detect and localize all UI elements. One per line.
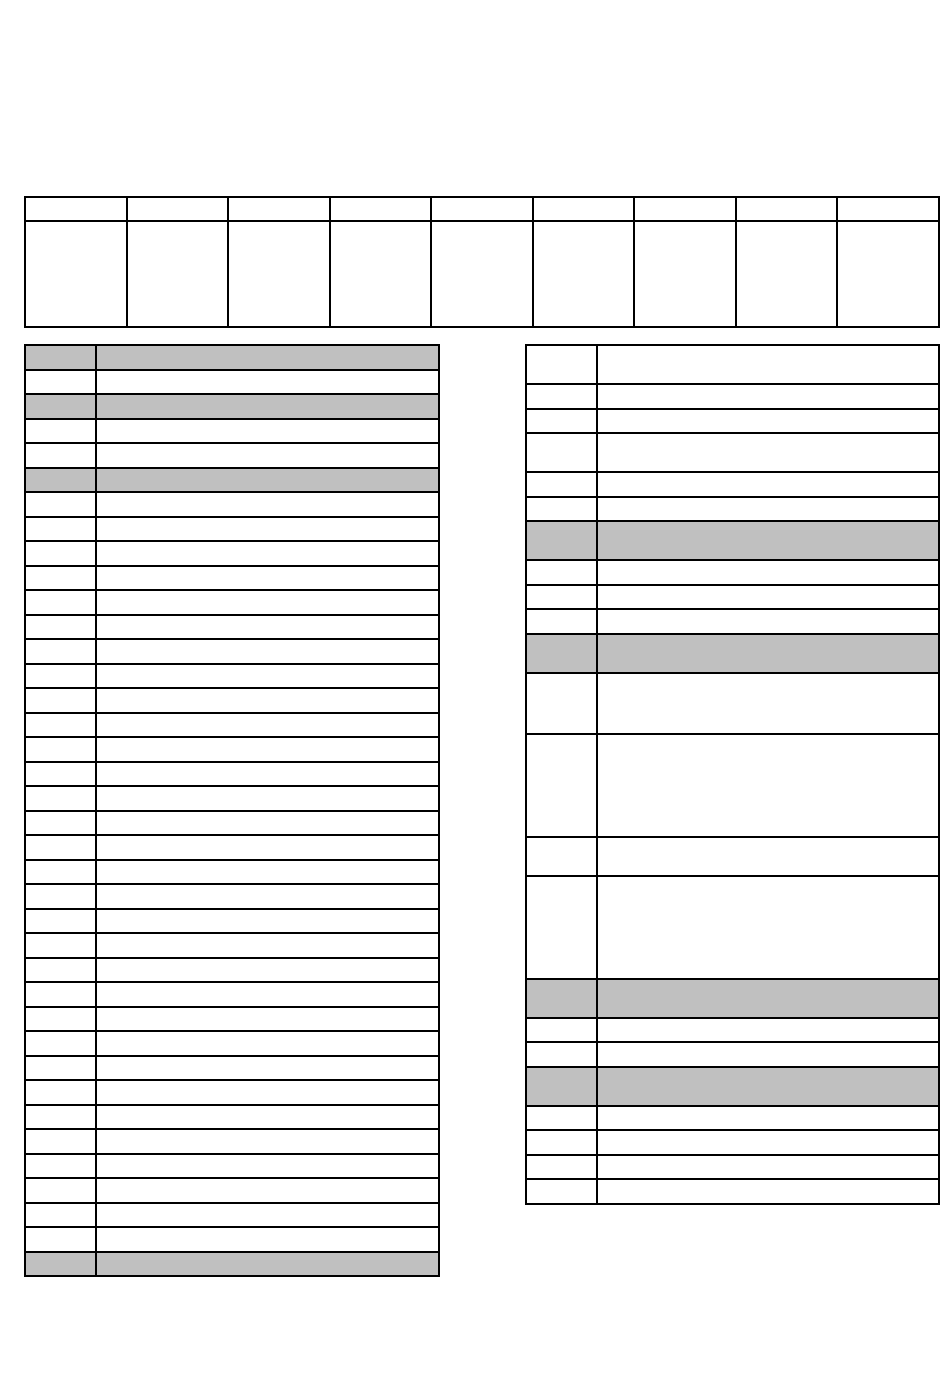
row-text-cell xyxy=(597,521,939,560)
row-code-cell xyxy=(25,786,96,811)
row-code-cell xyxy=(526,609,597,634)
table-row xyxy=(25,1203,439,1228)
row-text-cell xyxy=(96,492,439,517)
table-row xyxy=(25,345,439,370)
row-text-cell xyxy=(96,1252,439,1277)
row-text-cell xyxy=(597,345,939,384)
table-row xyxy=(526,1106,939,1131)
row-code-cell xyxy=(526,585,597,610)
left-code-list xyxy=(24,344,440,1277)
row-code-cell xyxy=(25,419,96,444)
row-text-cell xyxy=(96,713,439,738)
row-code-cell xyxy=(526,433,597,472)
row-code-cell xyxy=(526,409,597,434)
row-text-cell xyxy=(96,639,439,664)
table-row xyxy=(25,1129,439,1154)
row-code-cell xyxy=(526,673,597,734)
row-text-cell xyxy=(96,786,439,811)
row-code-cell xyxy=(526,876,597,979)
row-code-cell xyxy=(25,345,96,370)
header-grid-value-cell xyxy=(431,221,533,327)
row-text-cell xyxy=(96,664,439,689)
table-row xyxy=(25,933,439,958)
row-text-cell xyxy=(96,1203,439,1228)
row-code-cell xyxy=(526,1042,597,1067)
header-grid-value-cell xyxy=(736,221,838,327)
row-code-cell xyxy=(25,1129,96,1154)
table-row xyxy=(25,786,439,811)
row-text-cell xyxy=(597,472,939,497)
table-row xyxy=(526,837,939,876)
header-grid-label-cell xyxy=(25,197,127,221)
table-row xyxy=(25,762,439,787)
row-code-cell xyxy=(25,1080,96,1105)
row-code-cell xyxy=(25,1031,96,1056)
right-code-list xyxy=(525,344,940,1205)
row-text-cell xyxy=(597,409,939,434)
table-row xyxy=(25,468,439,493)
row-code-cell xyxy=(25,370,96,395)
row-code-cell xyxy=(25,713,96,738)
table-row xyxy=(526,345,939,384)
header-grid-label-cell xyxy=(431,197,533,221)
row-text-cell xyxy=(96,345,439,370)
row-text-cell xyxy=(597,1179,939,1204)
table-row xyxy=(526,433,939,472)
row-text-cell xyxy=(597,876,939,979)
row-text-cell xyxy=(597,560,939,585)
row-code-cell xyxy=(526,1130,597,1155)
row-code-cell xyxy=(25,762,96,787)
row-code-cell xyxy=(25,566,96,591)
row-code-cell xyxy=(526,345,597,384)
row-text-cell xyxy=(96,1007,439,1032)
row-text-cell xyxy=(597,384,939,409)
row-code-cell xyxy=(526,734,597,837)
table-row xyxy=(526,472,939,497)
row-code-cell xyxy=(25,590,96,615)
table-row xyxy=(25,1031,439,1056)
row-text-cell xyxy=(96,811,439,836)
table-row xyxy=(526,634,939,673)
row-text-cell xyxy=(96,860,439,885)
header-grid-label-row xyxy=(25,197,939,221)
row-text-cell xyxy=(96,615,439,640)
row-text-cell xyxy=(96,419,439,444)
row-code-cell xyxy=(25,639,96,664)
table-row xyxy=(25,1154,439,1179)
row-code-cell xyxy=(25,1105,96,1130)
table-row xyxy=(25,1227,439,1252)
row-text-cell xyxy=(597,1155,939,1180)
table-row xyxy=(25,713,439,738)
header-grid-value-cell xyxy=(25,221,127,327)
table-row xyxy=(526,384,939,409)
row-code-cell xyxy=(25,615,96,640)
row-code-cell xyxy=(25,517,96,542)
row-code-cell xyxy=(25,1252,96,1277)
row-code-cell xyxy=(526,472,597,497)
table-row xyxy=(25,1178,439,1203)
table-row xyxy=(25,811,439,836)
table-row xyxy=(25,909,439,934)
row-code-cell xyxy=(526,837,597,876)
row-code-cell xyxy=(526,634,597,673)
table-row xyxy=(25,860,439,885)
table-row xyxy=(526,609,939,634)
row-text-cell xyxy=(96,933,439,958)
table-row xyxy=(526,585,939,610)
row-text-cell xyxy=(96,909,439,934)
row-code-cell xyxy=(25,1154,96,1179)
row-text-cell xyxy=(597,497,939,522)
row-text-cell xyxy=(96,566,439,591)
table-row xyxy=(25,419,439,444)
row-text-cell xyxy=(96,1056,439,1081)
table-row xyxy=(25,664,439,689)
header-grid-value-cell xyxy=(837,221,939,327)
row-code-cell xyxy=(526,521,597,560)
row-code-cell xyxy=(25,541,96,566)
row-code-cell xyxy=(526,384,597,409)
row-code-cell xyxy=(526,1179,597,1204)
row-text-cell xyxy=(597,609,939,634)
table-row xyxy=(25,492,439,517)
table-row xyxy=(526,409,939,434)
row-text-cell xyxy=(96,884,439,909)
table-row xyxy=(25,1105,439,1130)
table-row xyxy=(25,982,439,1007)
row-code-cell xyxy=(526,979,597,1018)
row-text-cell xyxy=(597,979,939,1018)
row-code-cell xyxy=(25,811,96,836)
table-row xyxy=(25,835,439,860)
table-row xyxy=(25,566,439,591)
row-text-cell xyxy=(96,370,439,395)
row-code-cell xyxy=(526,560,597,585)
row-text-cell xyxy=(96,982,439,1007)
table-row xyxy=(25,394,439,419)
header-grid-label-cell xyxy=(736,197,838,221)
row-text-cell xyxy=(96,443,439,468)
table-row xyxy=(526,979,939,1018)
row-code-cell xyxy=(25,860,96,885)
row-text-cell xyxy=(597,837,939,876)
table-row xyxy=(526,1155,939,1180)
row-text-cell xyxy=(96,958,439,983)
table-row xyxy=(25,958,439,983)
table-row xyxy=(526,673,939,734)
table-row xyxy=(25,688,439,713)
row-code-cell xyxy=(25,835,96,860)
row-text-cell xyxy=(597,634,939,673)
table-row xyxy=(25,884,439,909)
table-row xyxy=(526,1130,939,1155)
header-grid-value-cell xyxy=(127,221,229,327)
row-text-cell xyxy=(597,1018,939,1043)
table-row xyxy=(526,734,939,837)
row-code-cell xyxy=(25,1007,96,1032)
row-code-cell xyxy=(25,958,96,983)
table-row xyxy=(25,737,439,762)
header-grid-value-row xyxy=(25,221,939,327)
row-code-cell xyxy=(25,468,96,493)
row-code-cell xyxy=(25,1178,96,1203)
row-code-cell xyxy=(25,688,96,713)
row-text-cell xyxy=(96,590,439,615)
row-code-cell xyxy=(526,1106,597,1131)
row-text-cell xyxy=(597,433,939,472)
row-text-cell xyxy=(597,1067,939,1106)
row-code-cell xyxy=(25,443,96,468)
row-text-cell xyxy=(597,1042,939,1067)
row-text-cell xyxy=(96,1080,439,1105)
row-text-cell xyxy=(96,1105,439,1130)
row-text-cell xyxy=(597,1106,939,1131)
header-grid-value-cell xyxy=(228,221,330,327)
header-grid-value-cell xyxy=(330,221,432,327)
row-text-cell xyxy=(96,517,439,542)
header-grid-value-cell xyxy=(533,221,635,327)
row-code-cell xyxy=(25,982,96,1007)
row-text-cell xyxy=(96,1031,439,1056)
row-text-cell xyxy=(597,1130,939,1155)
row-code-cell xyxy=(526,1018,597,1043)
table-row xyxy=(25,541,439,566)
row-code-cell xyxy=(25,1203,96,1228)
row-code-cell xyxy=(25,1056,96,1081)
row-code-cell xyxy=(526,1067,597,1106)
header-grid-value-cell xyxy=(634,221,736,327)
header-grid xyxy=(24,196,940,328)
row-code-cell xyxy=(526,1155,597,1180)
header-grid-label-cell xyxy=(228,197,330,221)
row-text-cell xyxy=(96,762,439,787)
row-code-cell xyxy=(25,394,96,419)
header-grid-label-cell xyxy=(330,197,432,221)
row-code-cell xyxy=(25,1227,96,1252)
row-text-cell xyxy=(96,737,439,762)
table-row xyxy=(25,639,439,664)
header-grid-label-cell xyxy=(634,197,736,221)
row-code-cell xyxy=(25,737,96,762)
row-code-cell xyxy=(25,884,96,909)
table-row xyxy=(25,517,439,542)
table-row xyxy=(25,443,439,468)
table-row xyxy=(526,497,939,522)
table-row xyxy=(526,521,939,560)
table-row xyxy=(25,370,439,395)
row-text-cell xyxy=(96,688,439,713)
header-grid-label-cell xyxy=(127,197,229,221)
header-grid-label-cell xyxy=(533,197,635,221)
row-text-cell xyxy=(96,1178,439,1203)
table-row xyxy=(25,1080,439,1105)
row-code-cell xyxy=(526,497,597,522)
row-text-cell xyxy=(96,541,439,566)
table-row xyxy=(526,1179,939,1204)
row-text-cell xyxy=(597,585,939,610)
table-row xyxy=(25,615,439,640)
row-text-cell xyxy=(96,1227,439,1252)
row-code-cell xyxy=(25,664,96,689)
row-text-cell xyxy=(597,673,939,734)
table-row xyxy=(25,1252,439,1277)
table-row xyxy=(25,1007,439,1032)
header-grid-label-cell xyxy=(837,197,939,221)
table-row xyxy=(526,560,939,585)
table-row xyxy=(526,1067,939,1106)
row-code-cell xyxy=(25,909,96,934)
row-text-cell xyxy=(96,394,439,419)
row-code-cell xyxy=(25,933,96,958)
row-text-cell xyxy=(96,835,439,860)
table-row xyxy=(526,876,939,979)
table-row xyxy=(526,1042,939,1067)
table-row xyxy=(25,1056,439,1081)
row-code-cell xyxy=(25,492,96,517)
row-text-cell xyxy=(96,1154,439,1179)
row-text-cell xyxy=(597,734,939,837)
table-row xyxy=(25,590,439,615)
row-text-cell xyxy=(96,1129,439,1154)
table-row xyxy=(526,1018,939,1043)
row-text-cell xyxy=(96,468,439,493)
